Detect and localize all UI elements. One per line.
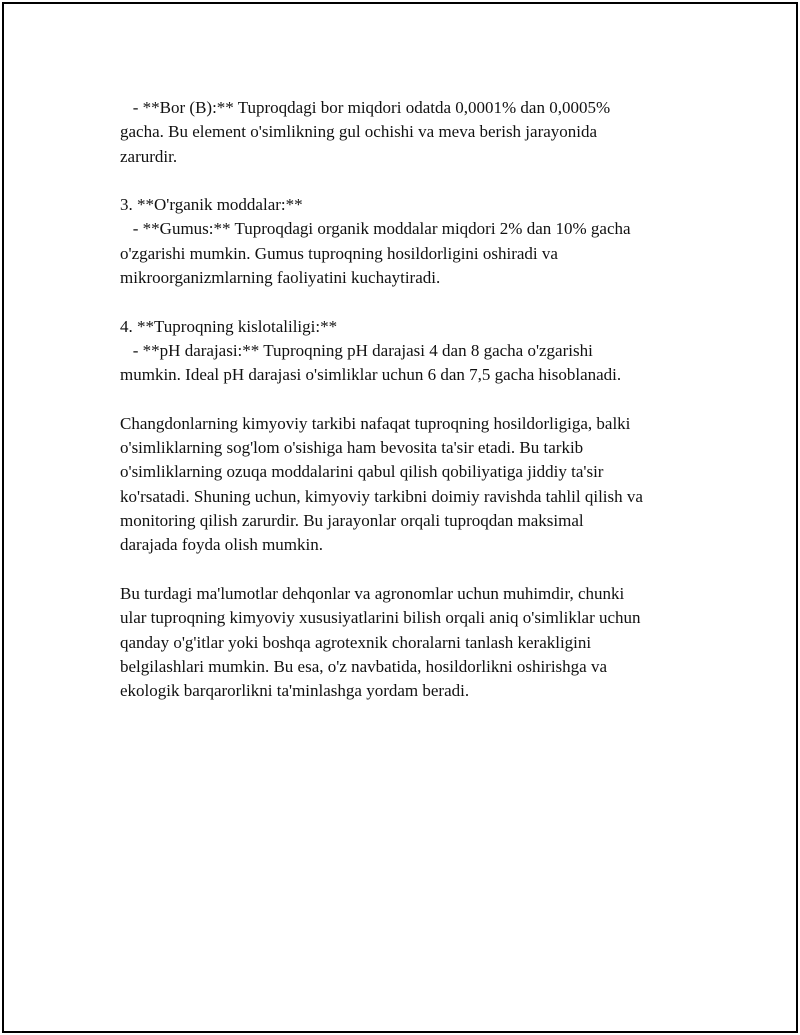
- text-line: mumkin. Ideal pH darajasi o'simliklar uchun 6 dan 7,5 gacha hisoblanadi.: [120, 365, 622, 385]
- paragraph-gap: [120, 290, 700, 314]
- text-line: gacha. Bu element o'simlikning gul ochishi va meva berish jarayonida: [120, 122, 598, 142]
- text-line: - **pH darajasi:** Tuproqning pH darajasi 4 dan 8 gacha o'zgarishi: [120, 340, 593, 360]
- text-line: qanday o'g'itlar yoki boshqa agrotexnik choralarni tanlash kerakligini: [120, 632, 592, 652]
- text-line: ular tuproqning kimyoviy xususiyatlarini bilish orqali aniq o'simliklar uchun: [120, 608, 641, 628]
- text-line: o'simliklarning sog'lom o'sishiga ham bevosita ta'sir etadi. Bu tarkib: [120, 438, 584, 458]
- text-line: o'simliklarning ozuqa moddalarini qabul qilish qobiliyatiga jiddiy ta'sir: [120, 462, 604, 482]
- text-line: Bu turdagi ma'lumotlar dehqonlar va agronomlar uchun muhimdir, chunki: [120, 583, 625, 603]
- text-line: darajada foyda olish mumkin.: [120, 535, 324, 555]
- text-line: 4. **Tuproqning kislotaliligi:**: [120, 316, 338, 336]
- paragraph-gap: [120, 169, 700, 193]
- paragraph-acidity: [120, 315, 700, 388]
- text-line: Changdonlarning kimyoviy tarkibi nafaqat tuproqning hosildorligiga, balki: [120, 413, 631, 433]
- document-page: [2, 2, 798, 1033]
- text-line: o'zgarishi mumkin. Gumus tuproqning hosildorligini oshiradi va: [120, 243, 558, 263]
- paragraph-chemical-composition: [120, 412, 700, 558]
- text-line: ekologik barqarorlikni ta'minlashga yordam beradi.: [120, 681, 470, 701]
- paragraph-boron: [120, 96, 700, 169]
- document-body: [120, 96, 700, 703]
- text-line: 3. **O'rganik moddalar:**: [120, 195, 303, 215]
- text-line: monitoring qilish zarurdir. Bu jarayonlar orqali tuproqdan maksimal: [120, 511, 584, 531]
- paragraph-importance: [120, 582, 700, 703]
- text-line: - **Bor (B):** Tuproqdagi bor miqdori odatda 0,0001% dan 0,0005%: [120, 98, 611, 117]
- text-line: ko'rsatadi. Shuning uchun, kimyoviy tarkibni doimiy ravishda tahlil qilish va: [120, 486, 643, 506]
- text-line: - **Gumus:** Tuproqdagi organik moddalar miqdori 2% dan 10% gacha: [120, 219, 631, 239]
- text-line: mikroorganizmlarning faoliyatini kuchaytiradi.: [120, 268, 441, 288]
- text-line: belgilashlari mumkin. Bu esa, o'z navbatida, hosildorlikni oshirishga va: [120, 656, 608, 676]
- paragraph-organic-matter: [120, 193, 700, 290]
- paragraph-gap: [120, 388, 700, 412]
- paragraph-gap: [120, 558, 700, 582]
- text-line: zarurdir.: [120, 146, 178, 166]
